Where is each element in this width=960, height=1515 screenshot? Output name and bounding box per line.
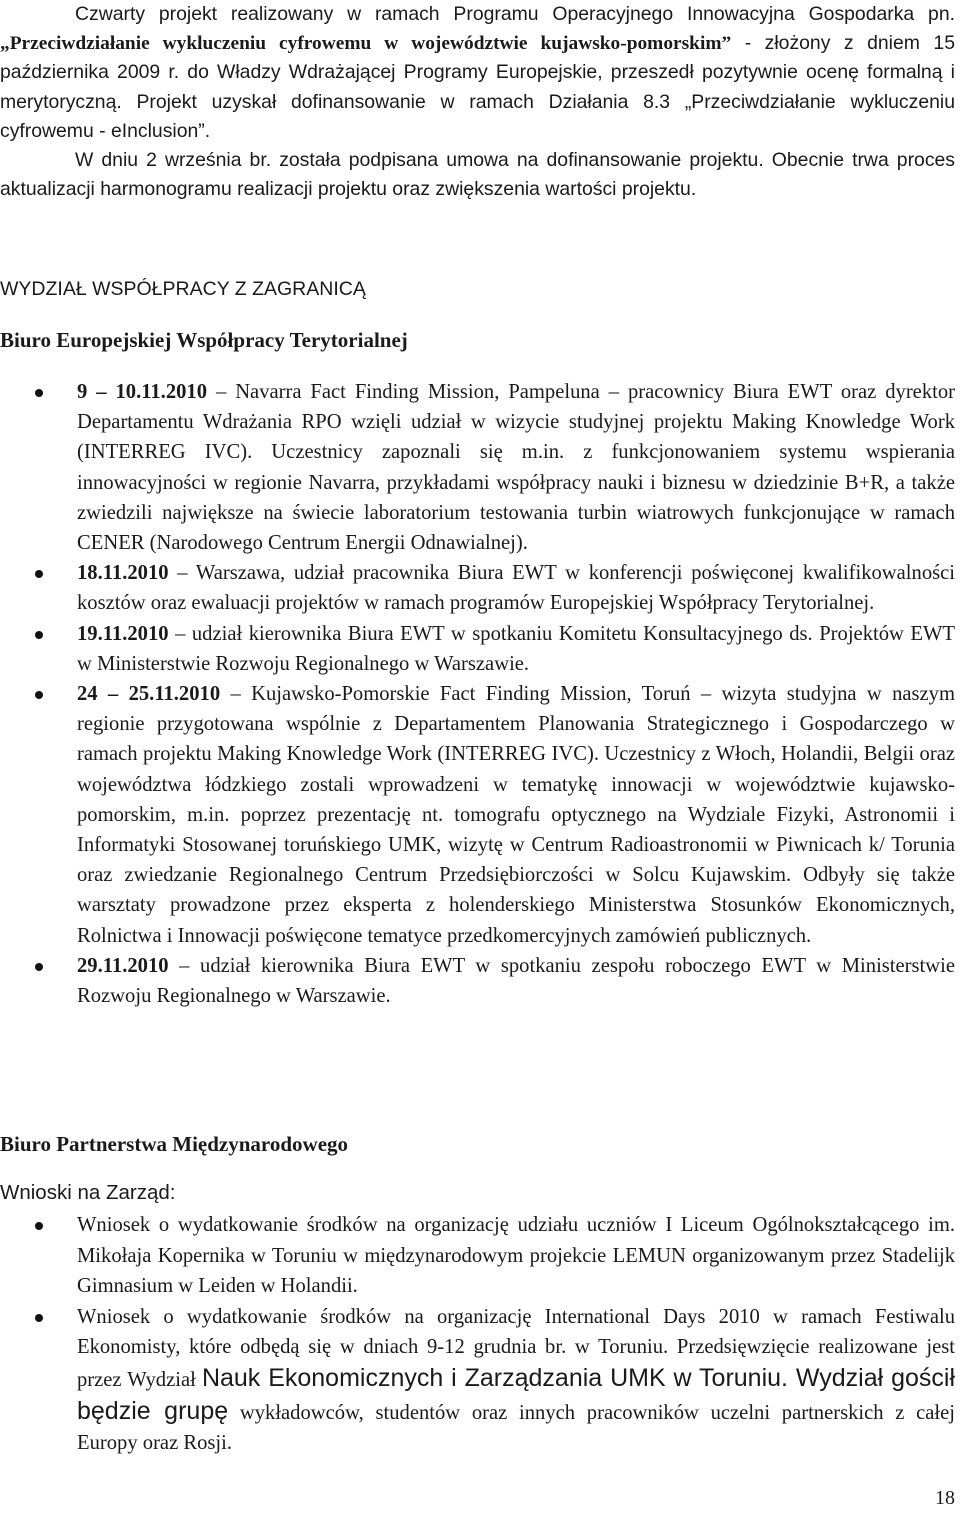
page-number: 18 [935, 1487, 955, 1509]
item-text: – Navarra Fact Finding Mission, Pampeluna – pracownicy Biura EWT oraz dyrektor Departamentu Wdrażania RPO wzięli udział w wizycie studyjnej projektu Making Knowledge Work (INTERREG IVC). Uczestnicy zapoznali się m.in. z funkcjonowaniem systemu wspierania innowacyjności w regionie Navarra, przykładami współpracy nauki i biznesu w dziedzinie B+R, a także zwiedzili największe na świecie laboratorium testowania turbin wiatrowych funkcjonujące w ramach CENER (Narodowego Centrum Energii Odnawialnej). [77, 381, 955, 555]
item-text: – udział kierownika Biura EWT w spotkaniu Komitetu Konsultacyjnego ds. Projektów EWT w Ministerstwie Rozwoju Regionalnego w Warszawie. [77, 622, 955, 675]
list-item [0, 1210, 955, 1302]
list-item [0, 679, 955, 951]
board-requests-list [0, 1210, 955, 1459]
item-text: Wniosek o wydatkowanie środków na organizację udziału uczniów I Liceum Ogólnokształcącego im. Mikołaja Kopernika w Toruniu w międzynarodowym projekcie LEMUN organizowanym przez Stadelijk Gimnasium w Leiden w Holandii. [77, 1214, 955, 1298]
list-item [0, 558, 955, 618]
bullet-icon [35, 631, 43, 639]
department-heading: WYDZIAŁ WSPÓŁPRACY Z ZAGRANICĄ [0, 278, 366, 300]
item-text: – Kujawsko-Pomorskie Fact Finding Mission, Toruń – wizyta studyjna w naszym regionie przygotowana wspólnie z Departamentem Planowania Strategicznego i Gospodarczego w ramach projektu Making Knowledge Work (INTERREG IVC). Uczestnicy z Włoch, Holandii, Belgii oraz województwa łódzkiego zostali wprowadzeni w tematykę innowacji w województwie kujawsko-pomorskim, m.in. poprzez prezentację nt. tomografu optycznego na Wydziale Fizyki, Astronomii i Informatyki Stosowanej toruńskiego UMK, wizytę w Centrum Radioastronomii w Piwnicach k/ Torunia oraz zwiedzanie Regionalnego Centrum Przedsiębiorczości w Solcu Kujawskim. Odbyły się także warsztaty prowadzone przez eksperta z holenderskiego Ministerstwa Stosunków Ekonomicznych, Rolnictwa i Innowacji poświęcone tematyce przedkomercyjnych zamówień publicznych. [77, 683, 955, 947]
intro-paragraph-2: W dniu 2 września br. została podpisana umowa na dofinansowanie projektu. Obecnie trwa proces aktualizacji harmonogramu realizacji projektu oraz zwiększenia wartości projektu. [0, 149, 955, 201]
bullet-icon [35, 1314, 43, 1322]
item-date: 9 – 10.11.2010 [77, 381, 208, 403]
intro-text-rest: - złożony z dniem 15 października 2009 r. do Władzy Wdrażającej Programy Europejskie, przeszedł pozytywnie ocenę formalną i merytoryczną. Projekt uzyskał dofinansowanie w ramach Działania 8.3 „Przeciwdziałanie wykluczeniu cyfrowemu - eInclusion”. [0, 32, 955, 142]
ewt-activity-list [0, 377, 955, 1011]
item-text: – Warszawa, udział pracownika Biura EWT w konferencji poświęconej kwalifikowalności kosztów oraz ewaluacji projektów w ramach programów Europejskiej Współpracy Terytorialnej. [77, 562, 955, 615]
item-text: – udział kierownika Biura EWT w spotkaniu zespołu roboczego EWT w Ministerstwie Rozwoju Regionalnego w Warszawie. [77, 954, 955, 1008]
ewt-office-heading: Biuro Europejskiej Współpracy Terytorialnej [0, 328, 408, 352]
partnership-office-heading: Biuro Partnerstwa Międzynarodowego [0, 1132, 349, 1156]
intro-paragraph-1 [0, 0, 955, 146]
list-item [0, 377, 955, 558]
list-item [0, 1302, 955, 1459]
intro-section [0, 0, 955, 204]
item-date: 18.11.2010 [77, 562, 169, 585]
project-title: „Przeciwdziałanie wykluczeniu cyfrowemu w województwie kujawsko-pomorskim” [0, 33, 732, 55]
item-date: 24 – 25.11.2010 [77, 683, 221, 706]
item-text: Wniosek o wydatkowanie środków na organizację International Days 2010 w ramach Festiwalu Ekonomisty, które odbędą się w dniach 9-12 grudnia br. w Toruniu. Przedsięwzięcie realizowane jest przez Wydział [77, 1305, 955, 1391]
bullet-icon [35, 570, 43, 578]
bullet-icon [35, 389, 43, 397]
list-item [0, 619, 955, 679]
intro-text: Czwarty projekt realizowany w ramach Programu Operacyjnego Innowacyjna Gospodarka pn. [75, 3, 955, 25]
list-item [0, 951, 955, 1011]
item-date: 19.11.2010 [77, 622, 169, 645]
item-text-large: Nauk Ekonomicznych i Zarządzania UMK w Toruniu. Wydział gościł będzie grupę [77, 1363, 955, 1425]
item-text-rest: wykładowców, studentów oraz innych pracowników uczelni partnerskich z całej Europy oraz Rosji. [77, 1401, 956, 1455]
bullet-icon [35, 691, 43, 699]
item-date: 29.11.2010 [77, 954, 169, 977]
bullet-icon [35, 963, 43, 971]
board-requests-heading: Wnioski na Zarząd: [0, 1181, 176, 1204]
bullet-icon [35, 1222, 43, 1230]
